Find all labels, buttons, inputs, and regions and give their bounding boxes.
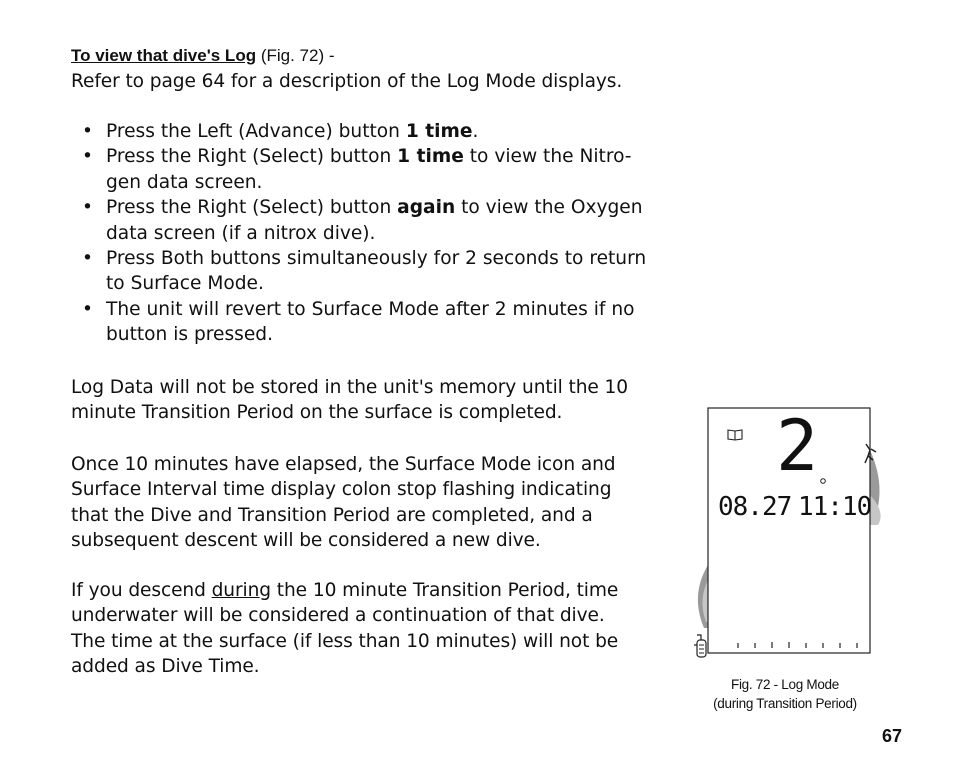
heading-fig-ref: (Fig. 72) - xyxy=(260,46,335,65)
bullet-dot: • xyxy=(82,197,93,219)
text-segment: If you descend xyxy=(71,580,212,601)
paragraph-line: subsequent descent will be considered a new dive. xyxy=(71,530,541,552)
bullet-text-end: to view the Nitro- xyxy=(463,146,632,168)
log-time: 11:10 xyxy=(798,492,872,522)
paragraph-line: Surface Interval time display colon stop flashing indicating xyxy=(71,479,612,501)
bullet-emphasis: 1 time xyxy=(397,146,464,168)
section-heading xyxy=(71,45,335,67)
bullet-text: Press the Right (Select) button xyxy=(106,197,398,219)
dive-number: 2 xyxy=(776,405,819,487)
bullet-text: Press the Left (Advance) button xyxy=(106,121,406,142)
bullet-text: The unit will revert to Surface Mode after 2 minutes if no xyxy=(106,298,635,320)
paragraph-transition xyxy=(71,578,671,680)
list-item xyxy=(82,119,662,144)
list-item xyxy=(82,297,662,348)
intro-text: Refer to page 64 for a description of the Log Mode displays. xyxy=(71,71,623,92)
bullet-text-end: . xyxy=(472,121,479,142)
page-number: 67 xyxy=(882,726,903,746)
bullet-emphasis: 1 time xyxy=(405,121,473,142)
paragraph-line xyxy=(71,578,671,603)
paragraph-line: minute Transition Period on the surface is completed. xyxy=(71,402,563,424)
bullet-continuation: to Surface Mode. xyxy=(106,273,264,295)
log-date: 08.27 xyxy=(718,492,792,522)
paragraph-line: that the Dive and Transition Period are completed, and a xyxy=(71,504,593,526)
bullet-dot: • xyxy=(82,121,93,142)
bullet-dot: • xyxy=(82,146,93,168)
paragraph-line: The time at the surface (if less than 10 minutes) will not be xyxy=(71,630,619,652)
bullet-continuation: gen data screen. xyxy=(106,171,263,193)
paragraph-line: added as Dive Time. xyxy=(71,656,260,678)
list-item xyxy=(82,195,662,246)
underlined-word: during xyxy=(211,580,271,601)
bullet-continuation: button is pressed. xyxy=(106,324,274,346)
list-item xyxy=(82,246,662,297)
paragraph-line: Once 10 minutes have elapsed, the Surface Mode icon and xyxy=(71,454,616,475)
bullet-dot: • xyxy=(82,298,93,320)
bullet-text-end: to view the Oxygen xyxy=(455,197,643,219)
paragraph-line: Log Data will not be stored in the unit's memory until the 10 xyxy=(71,377,629,398)
paragraph-log-data xyxy=(71,375,671,426)
bullet-text: Press Both buttons simultaneously for 2 seconds to return xyxy=(106,248,647,270)
paragraph-line: underwater will be considered a continuation of that dive. xyxy=(71,605,605,627)
heading-title: To view that dive's Log xyxy=(71,46,257,65)
bullet-dot: • xyxy=(82,248,93,270)
caption-line: (during Transition Period) xyxy=(713,696,857,711)
paragraph-surface-mode xyxy=(71,452,671,554)
bullet-continuation: data screen (if a nitrox dive). xyxy=(106,222,376,244)
caption-line: Fig. 72 - Log Mode xyxy=(731,677,839,692)
bullet-emphasis: again xyxy=(397,197,456,219)
list-item xyxy=(82,144,662,195)
text-segment: the 10 minute Transition Period, time xyxy=(271,580,619,601)
log-mode-display-figure xyxy=(690,400,890,665)
bullet-text: Press the Right (Select) button xyxy=(106,146,398,168)
instruction-list xyxy=(82,119,662,348)
tank-icon xyxy=(694,635,706,657)
figure-caption xyxy=(690,675,880,713)
